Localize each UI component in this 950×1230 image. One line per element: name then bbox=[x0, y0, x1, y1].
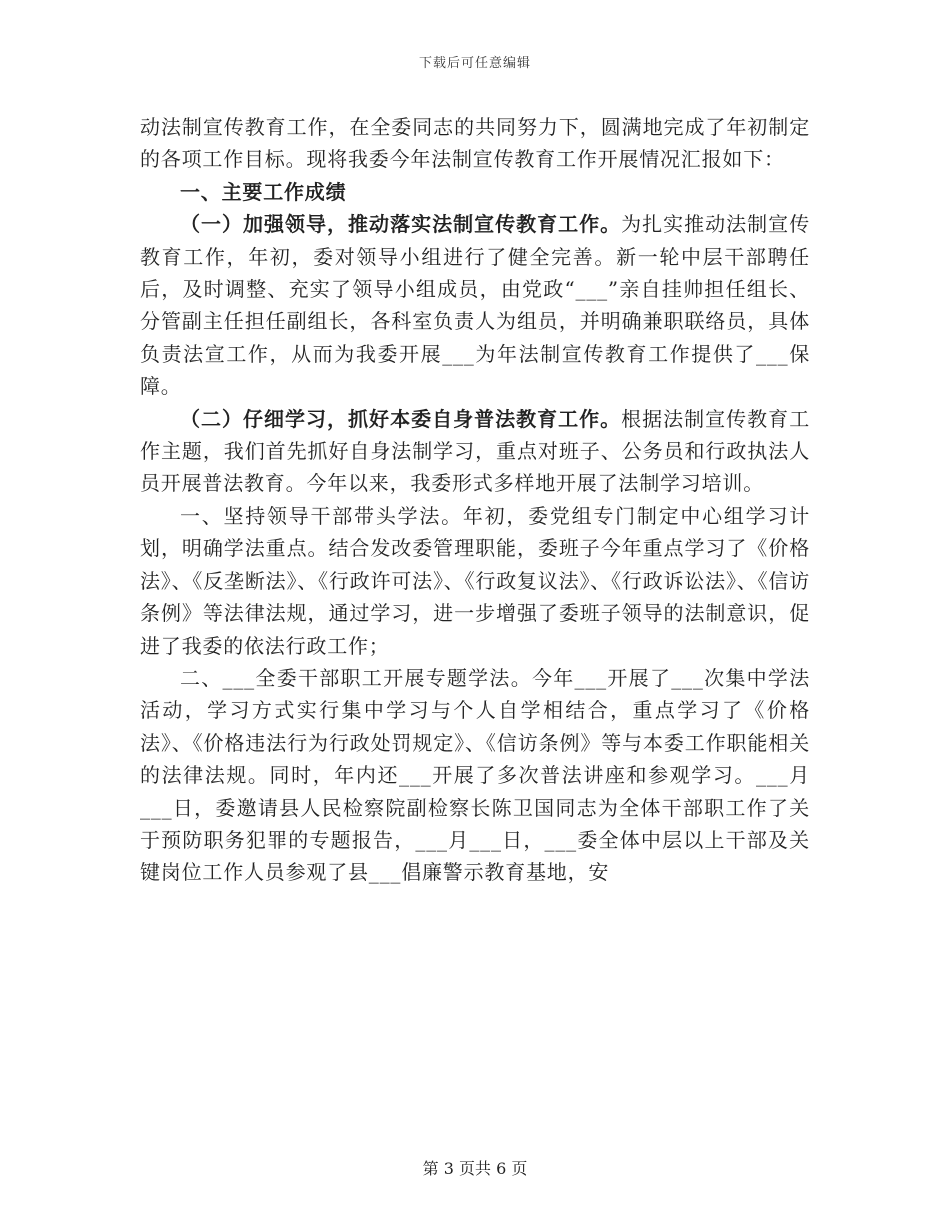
section-heading bbox=[140, 176, 810, 208]
paragraph-text: 根据法制宣传教育工作主题，我们首先抓好自身法制学习，重点对班子、公务员和行政执法人员开展普法教育。今年以来，我委形式多样地开展了法制学习培训。 bbox=[140, 406, 810, 496]
paragraph-intro bbox=[140, 111, 810, 176]
page-number: 第 3 页共 6 页 bbox=[422, 1159, 528, 1178]
paragraph-leadership bbox=[140, 208, 810, 402]
paragraph-text: 为扎实推动法制宣传教育工作，年初，委对领导小组进行了健全完善。新一轮中层干部聘任后，及时调整、充实了领导小组成员，由党政“___”亲自挂帅担任组长、分管副主任担任副组长，各科室负责人为组员，并明确兼职联络员，具体负责法宣工作，从而为我委开展___为年法制宣传教育工作提供了___保障。 bbox=[140, 212, 810, 399]
paragraph-lead: （二）仔细学习，抓好本委自身普法教育工作。 bbox=[180, 406, 622, 431]
paragraph-text: 一、坚持领导干部带头学法。年初，委党组专门制定中心组学习计划，明确学法重点。结合发改委管理职能，委班子今年重点学习了《价格法》、《反垄断法》、《行政许可法》、《行政复议法》、《行政诉讼法》、《信访条例》等法律法规，通过学习，进一步增强了委班子领导的法制意识，促进了我委的依法行政工作； bbox=[140, 503, 810, 658]
paragraph-staff-learn bbox=[140, 662, 810, 889]
paragraph-lead: （一）加强领导，推动落实法制宣传教育工作。 bbox=[180, 212, 622, 237]
section-heading-text: 一、主要工作成绩 bbox=[180, 179, 347, 204]
paragraph-leaders-learn bbox=[140, 500, 810, 662]
document-body bbox=[140, 111, 810, 889]
page-header: 下载后可任意编辑 bbox=[418, 56, 531, 71]
paragraph-text: 动法制宣传教育工作，在全委同志的共同努力下，圆满地完成了年初制定的各项工作目标。现将我委今年法制宣传教育工作开展情况汇报如下： bbox=[140, 115, 810, 172]
paragraph-study bbox=[140, 403, 810, 500]
paragraph-text: 二、___全委干部职工开展专题学法。今年___开展了___次集中学法活动，学习方式实行集中学习与个人自学相结合，重点学习了《价格法》、《价格违法行为行政处罚规定》、《信访条例》等与本委工作职能相关的法律法规。同时，年内还___开展了多次普法讲座和参观学习。___月___日，委邀请县人民检察院副检察长陈卫国同志为全体干部职工作了关于预防职务犯罪的专题报告，___月___日，___委全体中层以上干部及关键岗位工作人员参观了县___倡廉警示教育基地，安 bbox=[140, 665, 810, 885]
